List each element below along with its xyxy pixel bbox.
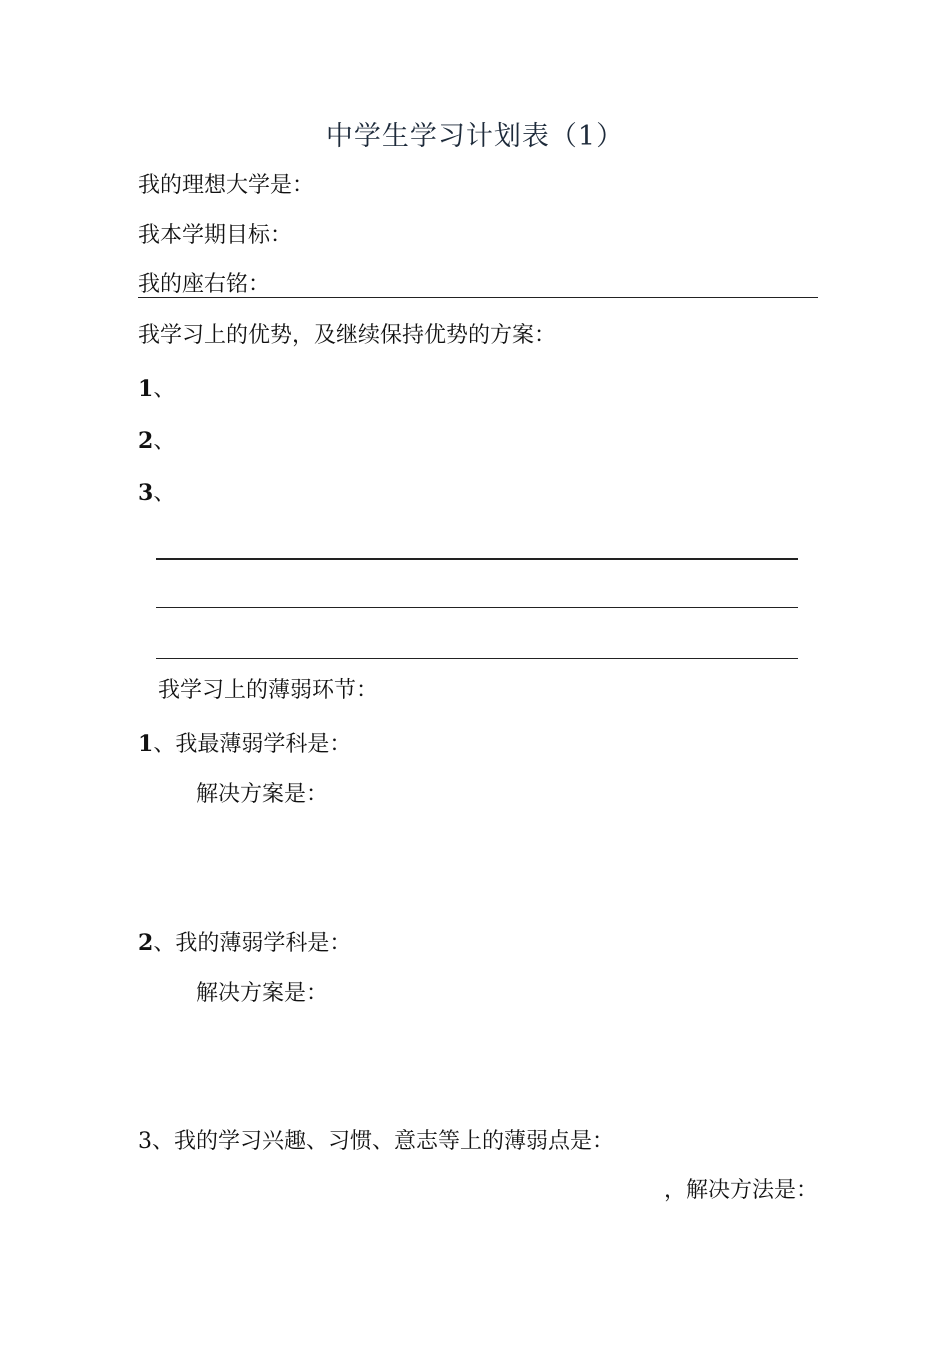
strength-item-2-number: 2 <box>138 428 154 454</box>
weakness-item-1 <box>138 729 351 760</box>
strength-item-1-number: 1 <box>138 376 154 402</box>
weakness-item-1-label: 我最薄弱学科是： <box>175 732 352 757</box>
semester-goal-label: 我本学期目标： <box>138 223 293 248</box>
motto-label: 我的座右铭： <box>138 272 271 297</box>
blank-line-3 <box>156 658 798 659</box>
weakness-item-2 <box>138 928 351 959</box>
weakness-item-1-solution: 解决方案是： <box>196 782 329 807</box>
weakness-item-2-number: 2 <box>138 930 154 956</box>
strengths-heading: 我学习上的优势，及继续保持优势的方案： <box>138 323 557 348</box>
strength-item-3-number: 3 <box>138 480 154 506</box>
weakness-item-1-number: 1 <box>138 731 154 757</box>
strength-item-3 <box>138 478 175 509</box>
strength-item-3-sep: 、 <box>153 481 176 506</box>
page-title: 中学生学习计划表（1） <box>325 121 625 152</box>
weakness-item-2-label: 我的薄弱学科是： <box>175 931 352 956</box>
strength-item-2-sep: 、 <box>153 429 176 454</box>
ideal-university-label: 我的理想大学是： <box>138 173 315 198</box>
strength-item-1 <box>138 374 175 405</box>
strength-item-1-sep: 、 <box>153 377 176 402</box>
weakness-item-2-sep: 、 <box>153 931 176 956</box>
blank-line-2 <box>156 607 798 608</box>
weakness-item-3-solution: ，解决方法是： <box>663 1178 818 1203</box>
weakness-item-1-sep: 、 <box>153 732 176 757</box>
motto-underline <box>138 297 818 298</box>
weakness-item-3-label: 3、我的学习兴趣、习惯、意志等上的薄弱点是： <box>138 1129 614 1154</box>
weakness-item-2-solution: 解决方案是： <box>196 981 329 1006</box>
weaknesses-heading: 我学习上的薄弱环节： <box>158 678 379 703</box>
strength-item-2 <box>138 426 175 457</box>
blank-line-1 <box>156 558 798 560</box>
